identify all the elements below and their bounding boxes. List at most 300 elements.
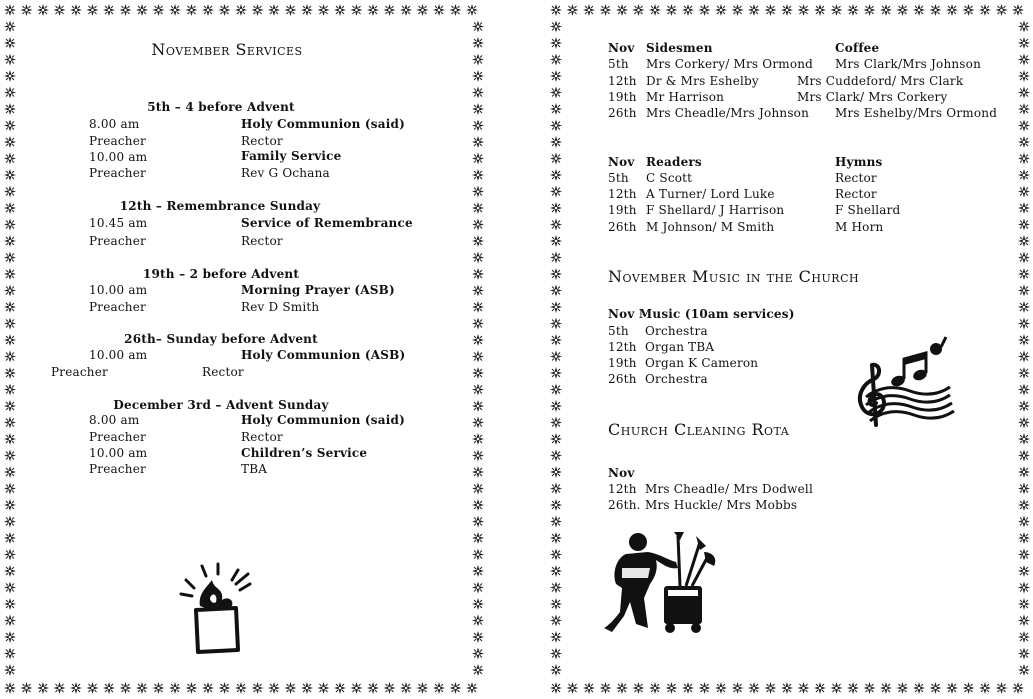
border-flower-icon (798, 682, 810, 694)
table-cell: 26th (608, 220, 637, 234)
music-title: November Music in the Church (608, 267, 860, 286)
music-item: Orchestra (645, 372, 708, 386)
border-flower-icon (682, 682, 694, 694)
music-item: Orchestra (645, 324, 708, 338)
table-cell: 12th (608, 74, 637, 88)
border-flower-icon (472, 285, 484, 297)
border-flower-icon (4, 351, 16, 363)
border-flower-icon (4, 433, 16, 445)
section-heading: 26th– Sunday before Advent (124, 332, 318, 346)
service-time: 10.00 am (89, 283, 148, 297)
preacher-label: Preacher (89, 234, 146, 248)
border-flower-icon (583, 4, 595, 16)
border-flower-icon (4, 384, 16, 396)
border-flower-icon (633, 682, 645, 694)
border-flower-icon (550, 582, 562, 594)
border-flower-icon (472, 549, 484, 561)
border-flower-icon (1018, 136, 1030, 148)
section-heading: 5th – 4 before Advent (147, 100, 295, 114)
border-flower-icon (831, 682, 843, 694)
table-cell: F Shellard (835, 203, 901, 217)
border-flower-icon (550, 664, 562, 676)
border-flower-icon (1018, 417, 1030, 429)
border-flower-icon (781, 682, 793, 694)
border-flower-icon (732, 4, 744, 16)
border-flower-icon (1018, 252, 1030, 264)
border-flower-icon (4, 615, 16, 627)
border-flower-icon (472, 433, 484, 445)
music-subheading: Nov Music (10am services) (608, 307, 795, 321)
border-flower-icon (880, 682, 892, 694)
border-flower-icon (864, 682, 876, 694)
border-flower-icon (384, 4, 396, 16)
border-flower-icon (1018, 169, 1030, 181)
border-flower-icon (4, 54, 16, 66)
border-flower-icon (649, 4, 661, 16)
border-flower-icon (472, 301, 484, 313)
border-flower-icon (318, 682, 330, 694)
border-flower-icon (1018, 120, 1030, 132)
border-flower-icon (550, 466, 562, 478)
table-cell: Mrs Corkery/ Mrs Ormond (646, 57, 814, 71)
preacher-name: Rector (241, 234, 283, 248)
section-heading: 12th – Remembrance Sunday (119, 199, 321, 213)
border-flower-icon (963, 4, 975, 16)
border-flower-icon (351, 4, 363, 16)
border-flower-icon (334, 4, 346, 16)
border-flower-icon (1012, 682, 1024, 694)
service-time: 10.00 am (89, 150, 148, 164)
border-flower-icon (732, 682, 744, 694)
border-flower-icon (4, 450, 16, 462)
service-name: Family Service (241, 149, 342, 163)
border-flower-icon (268, 4, 280, 16)
table-header: Nov (608, 155, 635, 169)
border-flower-icon (54, 682, 66, 694)
border-flower-icon (847, 4, 859, 16)
border-flower-icon (847, 682, 859, 694)
service-name: Morning Prayer (ASB) (241, 283, 395, 297)
border-flower-icon (400, 4, 412, 16)
table-cell: 19th (608, 203, 637, 217)
border-flower-icon (699, 4, 711, 16)
border-flower-icon (4, 532, 16, 544)
border-flower-icon (996, 682, 1008, 694)
border-flower-icon (550, 169, 562, 181)
border-flower-icon (367, 4, 379, 16)
border-flower-icon (979, 682, 991, 694)
border-flower-icon (37, 4, 49, 16)
table-cell: 5th (608, 57, 629, 71)
border-flower-icon (550, 202, 562, 214)
border-flower-icon (550, 136, 562, 148)
border-flower-icon (798, 4, 810, 16)
border-flower-icon (649, 682, 661, 694)
border-flower-icon (4, 301, 16, 313)
border-flower-icon (334, 682, 346, 694)
music-date: 19th (608, 356, 637, 370)
border-flower-icon (472, 318, 484, 330)
border-flower-icon (21, 682, 33, 694)
border-flower-icon (472, 103, 484, 115)
border-flower-icon (1018, 631, 1030, 643)
border-flower-icon (472, 235, 484, 247)
border-flower-icon (466, 4, 478, 16)
border-flower-icon (682, 4, 694, 16)
border-flower-icon (864, 4, 876, 16)
border-flower-icon (897, 682, 909, 694)
preacher-label: Preacher (89, 166, 146, 180)
border-flower-icon (1018, 235, 1030, 247)
border-flower-icon (1018, 433, 1030, 445)
preacher-label: Preacher (51, 365, 108, 379)
border-flower-icon (550, 516, 562, 528)
border-flower-icon (21, 4, 33, 16)
border-flower-icon (4, 169, 16, 181)
section-heading: December 3rd – Advent Sunday (113, 398, 329, 412)
border-flower-icon (4, 202, 16, 214)
border-flower-icon (169, 682, 181, 694)
border-flower-icon (285, 682, 297, 694)
music-item: Organ K Cameron (645, 356, 759, 370)
border-flower-icon (1018, 219, 1030, 231)
border-flower-icon (550, 532, 562, 544)
page-title: November Services (151, 40, 303, 59)
border-flower-icon (472, 532, 484, 544)
border-flower-icon (4, 70, 16, 82)
border-flower-icon (472, 21, 484, 33)
border-flower-icon (550, 334, 562, 346)
border-flower-icon (4, 153, 16, 165)
border-flower-icon (202, 682, 214, 694)
border-flower-icon (4, 87, 16, 99)
border-flower-icon (1018, 202, 1030, 214)
table-cell: C Scott (646, 171, 693, 185)
border-flower-icon (186, 4, 198, 16)
border-flower-icon (235, 682, 247, 694)
border-flower-icon (384, 682, 396, 694)
border-flower-icon (550, 235, 562, 247)
preacher-name: Rev D Smith (241, 300, 320, 314)
border-flower-icon (567, 682, 579, 694)
border-flower-icon (417, 4, 429, 16)
border-flower-icon (268, 682, 280, 694)
border-flower-icon (748, 4, 760, 16)
border-flower-icon (550, 400, 562, 412)
border-flower-icon (550, 351, 562, 363)
border-flower-icon (946, 4, 958, 16)
border-flower-icon (1018, 54, 1030, 66)
border-flower-icon (4, 21, 16, 33)
border-flower-icon (600, 4, 612, 16)
border-flower-icon (4, 120, 16, 132)
table-cell: F Shellard/ J Harrison (646, 203, 785, 217)
border-flower-icon (600, 682, 612, 694)
border-flower-icon (567, 4, 579, 16)
border-flower-icon (472, 664, 484, 676)
border-flower-icon (4, 235, 16, 247)
border-flower-icon (550, 598, 562, 610)
table-cell: Mrs Cheadle/Mrs Johnson (646, 106, 810, 120)
border-flower-icon (4, 682, 16, 694)
border-flower-icon (1018, 648, 1030, 660)
table-header: Nov (608, 41, 635, 55)
border-flower-icon (472, 499, 484, 511)
border-flower-icon (87, 4, 99, 16)
border-flower-icon (1018, 615, 1030, 627)
music-notes-clipart-icon (850, 335, 955, 435)
border-flower-icon (472, 334, 484, 346)
preacher-name: Rector (241, 430, 283, 444)
preacher-name: Rector (241, 134, 283, 148)
border-flower-icon (897, 4, 909, 16)
border-flower-icon (765, 4, 777, 16)
border-flower-icon (4, 648, 16, 660)
border-flower-icon (103, 682, 115, 694)
border-flower-icon (466, 682, 478, 694)
border-flower-icon (472, 186, 484, 198)
border-flower-icon (4, 186, 16, 198)
border-flower-icon (666, 682, 678, 694)
border-flower-icon (472, 516, 484, 528)
border-flower-icon (4, 285, 16, 297)
cleaning-names: Mrs Huckle/ Mrs Mobbs (645, 498, 798, 512)
service-time: 8.00 am (89, 117, 140, 131)
table-header: Hymns (835, 155, 883, 169)
border-flower-icon (1018, 301, 1030, 313)
border-flower-icon (550, 682, 562, 694)
border-flower-icon (4, 4, 16, 16)
border-flower-icon (550, 268, 562, 280)
border-flower-icon (472, 384, 484, 396)
border-flower-icon (4, 268, 16, 280)
border-flower-icon (70, 4, 82, 16)
border-flower-icon (169, 4, 181, 16)
border-flower-icon (301, 4, 313, 16)
border-flower-icon (4, 549, 16, 561)
border-flower-icon (472, 598, 484, 610)
border-flower-icon (4, 219, 16, 231)
border-flower-icon (472, 37, 484, 49)
table-cell: M Johnson/ M Smith (646, 220, 775, 234)
border-flower-icon (70, 682, 82, 694)
table-cell: Dr & Mrs Eshelby (646, 74, 759, 88)
border-flower-icon (202, 4, 214, 16)
table-cell: 5th (608, 171, 629, 185)
border-flower-icon (219, 4, 231, 16)
border-flower-icon (550, 565, 562, 577)
border-flower-icon (1018, 598, 1030, 610)
border-flower-icon (616, 682, 628, 694)
border-flower-icon (1018, 400, 1030, 412)
section-heading: 19th – 2 before Advent (142, 267, 300, 281)
border-flower-icon (472, 268, 484, 280)
border-flower-icon (136, 4, 148, 16)
table-cell: M Horn (835, 220, 884, 234)
border-flower-icon (880, 4, 892, 16)
border-flower-icon (1018, 334, 1030, 346)
border-flower-icon (550, 103, 562, 115)
border-flower-icon (1018, 285, 1030, 297)
preacher-label: Preacher (89, 462, 146, 476)
music-date: 26th (608, 372, 637, 386)
border-flower-icon (1018, 499, 1030, 511)
table-cell: Rector (835, 171, 877, 185)
border-flower-icon (1018, 153, 1030, 165)
border-flower-icon (765, 682, 777, 694)
border-flower-icon (1018, 186, 1030, 198)
border-flower-icon (550, 21, 562, 33)
table-cell: Mrs Cuddeford/ Mrs Clark (797, 74, 964, 88)
border-flower-icon (1018, 549, 1030, 561)
border-flower-icon (1018, 367, 1030, 379)
border-flower-icon (1018, 318, 1030, 330)
border-flower-icon (4, 400, 16, 412)
border-flower-icon (1018, 87, 1030, 99)
cleaning-subheading: Nov (608, 466, 635, 480)
border-flower-icon (285, 4, 297, 16)
table-cell: 19th (608, 90, 637, 104)
border-flower-icon (715, 4, 727, 16)
border-flower-icon (781, 4, 793, 16)
border-flower-icon (4, 136, 16, 148)
table-cell: Mrs Eshelby/Mrs Ormond (835, 106, 998, 120)
border-flower-icon (472, 70, 484, 82)
border-flower-icon (1018, 384, 1030, 396)
border-flower-icon (136, 682, 148, 694)
border-flower-icon (633, 4, 645, 16)
border-flower-icon (472, 367, 484, 379)
table-header: Sidesmen (646, 41, 713, 55)
border-flower-icon (472, 631, 484, 643)
border-flower-icon (219, 682, 231, 694)
border-flower-icon (87, 682, 99, 694)
border-flower-icon (4, 516, 16, 528)
service-time: 10.45 am (89, 216, 148, 230)
border-flower-icon (583, 682, 595, 694)
border-flower-icon (472, 169, 484, 181)
border-flower-icon (4, 483, 16, 495)
border-flower-icon (4, 631, 16, 643)
border-flower-icon (550, 648, 562, 660)
border-flower-icon (367, 682, 379, 694)
border-flower-icon (550, 450, 562, 462)
border-flower-icon (120, 4, 132, 16)
border-flower-icon (472, 120, 484, 132)
border-flower-icon (417, 682, 429, 694)
cleaning-names: Mrs Cheadle/ Mrs Dodwell (645, 482, 814, 496)
border-flower-icon (550, 252, 562, 264)
border-flower-icon (814, 682, 826, 694)
border-flower-icon (252, 682, 264, 694)
border-flower-icon (550, 499, 562, 511)
table-cell: Mrs Clark/ Mrs Corkery (797, 90, 948, 104)
border-flower-icon (979, 4, 991, 16)
service-time: 10.00 am (89, 446, 148, 460)
service-name: Children’s Service (241, 446, 368, 460)
border-flower-icon (4, 582, 16, 594)
cleaning-date: 12th (608, 482, 637, 496)
border-flower-icon (433, 682, 445, 694)
candle-clipart-icon (178, 560, 268, 655)
table-cell: 26th (608, 106, 637, 120)
border-flower-icon (472, 615, 484, 627)
border-flower-icon (472, 466, 484, 478)
border-flower-icon (472, 219, 484, 231)
border-flower-icon (4, 367, 16, 379)
music-date: 12th (608, 340, 637, 354)
border-flower-icon (550, 37, 562, 49)
border-flower-icon (472, 483, 484, 495)
border-flower-icon (472, 54, 484, 66)
border-flower-icon (120, 682, 132, 694)
border-flower-icon (472, 202, 484, 214)
table-header: Coffee (835, 41, 880, 55)
border-flower-icon (54, 4, 66, 16)
preacher-label: Preacher (89, 134, 146, 148)
border-flower-icon (1018, 565, 1030, 577)
border-flower-icon (400, 682, 412, 694)
table-cell: A Turner/ Lord Luke (646, 187, 775, 201)
border-flower-icon (103, 4, 115, 16)
border-flower-icon (550, 417, 562, 429)
border-flower-icon (252, 4, 264, 16)
border-flower-icon (550, 615, 562, 627)
table-cell: Mrs Clark/Mrs Johnson (835, 57, 982, 71)
border-flower-icon (550, 483, 562, 495)
border-flower-icon (472, 648, 484, 660)
border-flower-icon (699, 682, 711, 694)
border-flower-icon (4, 318, 16, 330)
table-cell: 12th (608, 187, 637, 201)
border-flower-icon (748, 682, 760, 694)
preacher-name: Rector (202, 365, 244, 379)
border-flower-icon (1018, 70, 1030, 82)
border-flower-icon (550, 120, 562, 132)
music-date: 5th (608, 324, 629, 338)
service-name: Service of Remembrance (241, 216, 413, 230)
border-flower-icon (450, 4, 462, 16)
service-name: Holy Communion (said) (241, 413, 405, 427)
border-flower-icon (153, 4, 165, 16)
table-cell: Mr Harrison (646, 90, 725, 104)
border-flower-icon (550, 384, 562, 396)
border-flower-icon (153, 682, 165, 694)
border-flower-icon (616, 4, 628, 16)
border-flower-icon (472, 136, 484, 148)
border-flower-icon (550, 153, 562, 165)
border-flower-icon (4, 37, 16, 49)
border-flower-icon (472, 87, 484, 99)
preacher-label: Preacher (89, 300, 146, 314)
border-flower-icon (550, 631, 562, 643)
border-flower-icon (472, 252, 484, 264)
border-flower-icon (1018, 483, 1030, 495)
border-flower-icon (472, 153, 484, 165)
border-flower-icon (1018, 664, 1030, 676)
border-flower-icon (4, 664, 16, 676)
service-name: Holy Communion (ASB) (241, 348, 406, 362)
border-flower-icon (930, 4, 942, 16)
border-flower-icon (450, 682, 462, 694)
border-flower-icon (37, 682, 49, 694)
border-flower-icon (550, 367, 562, 379)
cleaner-with-cart-clipart-icon (600, 528, 730, 636)
cleaning-title: Church Cleaning Rota (608, 420, 790, 439)
border-flower-icon (4, 598, 16, 610)
border-flower-icon (715, 682, 727, 694)
border-flower-icon (4, 499, 16, 511)
